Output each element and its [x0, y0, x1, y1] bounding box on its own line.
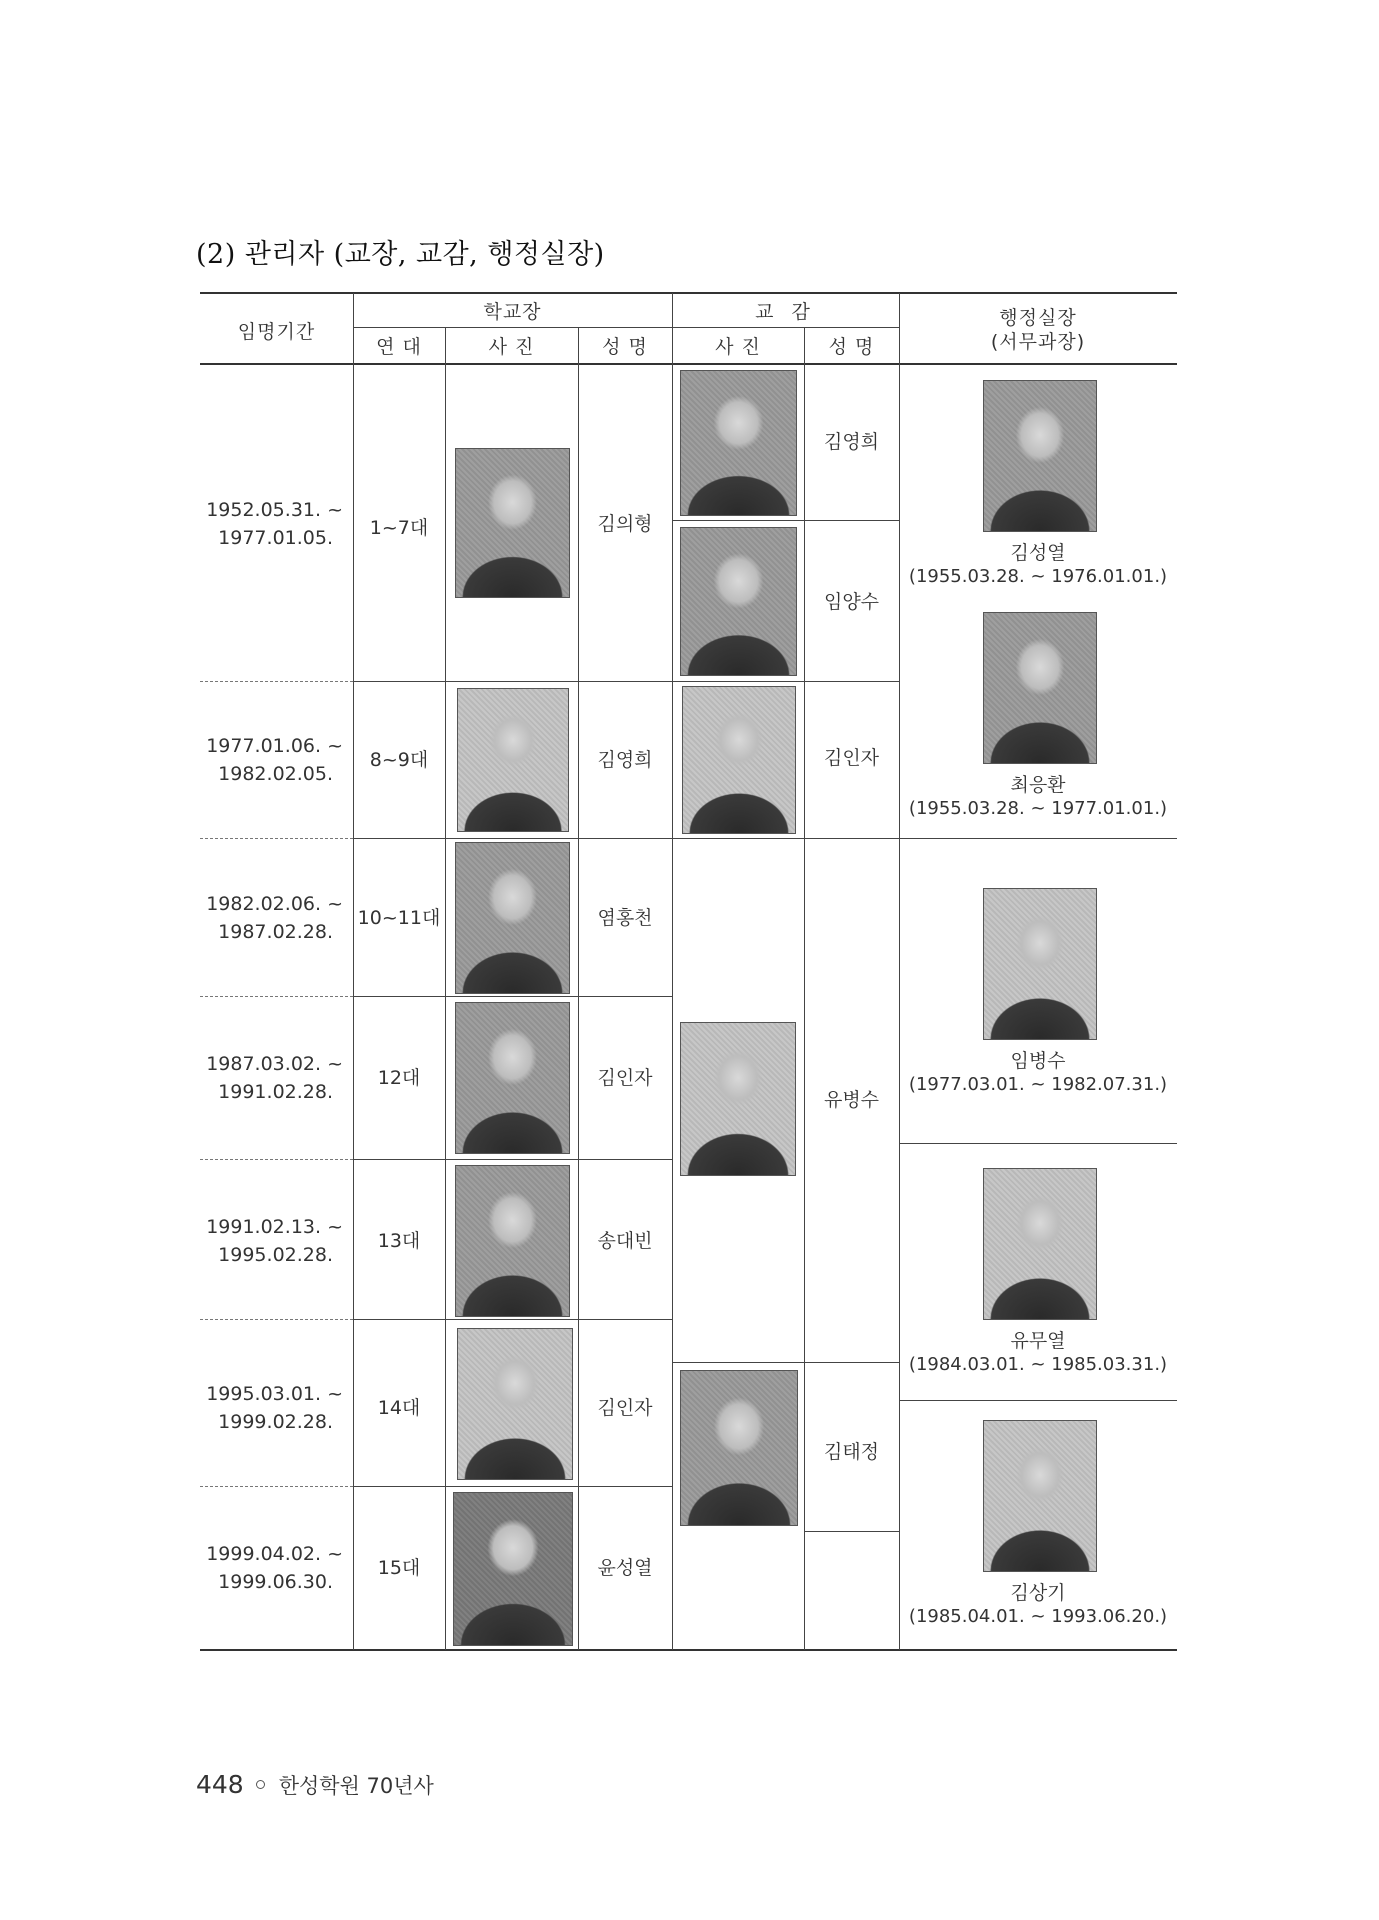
- period-start-5: 1991.02.13. ~: [206, 1216, 343, 1238]
- header-period: 임명기간: [237, 321, 316, 343]
- section-title: (2) 관리자 (교장, 교감, 행정실장): [196, 239, 605, 270]
- principal-name-2: 김영희: [597, 749, 653, 771]
- principal-photo-2: [457, 688, 569, 832]
- vice-photo-2: [680, 527, 797, 676]
- principal-name-6: 김인자: [597, 1397, 653, 1419]
- period-end-6: 1999.02.28.: [218, 1411, 333, 1433]
- generation-2: 8~9대: [369, 749, 429, 771]
- admin-photo-3: [983, 888, 1097, 1040]
- generation-1: 1~7대: [369, 517, 429, 539]
- principal-name-4: 김인자: [597, 1067, 653, 1089]
- vice-name-2: 임양수: [823, 591, 880, 613]
- admin-period-1: (1955.03.28. ~ 1976.01.01.): [908, 566, 1168, 587]
- period-start-2: 1977.01.06. ~: [206, 735, 343, 757]
- header-vice-name: 성 명: [828, 336, 875, 358]
- admin-name-2: 최응환: [1010, 774, 1066, 796]
- vice-name-4: 유병수: [823, 1089, 880, 1111]
- admin-period-4: (1984.03.01. ~ 1985.03.31.): [908, 1354, 1168, 1375]
- admin-name-4: 유무열: [1010, 1330, 1066, 1352]
- vice-photo-3: [682, 686, 796, 834]
- header-principal-name: 성 명: [602, 336, 648, 358]
- principal-name-3: 염홍천: [597, 907, 653, 929]
- period-start-1: 1952.05.31. ~: [206, 499, 343, 521]
- period-end-2: 1982.02.05.: [218, 763, 333, 785]
- principal-photo-5: [455, 1165, 570, 1317]
- vice-name-5: 김태정: [823, 1441, 880, 1463]
- admin-period-2: (1955.03.28. ~ 1977.01.01.): [908, 798, 1168, 819]
- subheader-rule: [353, 327, 899, 328]
- header-principal: 학교장: [483, 301, 542, 323]
- vice-photo-5: [680, 1370, 798, 1526]
- admin-photo-5: [983, 1420, 1097, 1572]
- header-rule: [200, 363, 1177, 365]
- generation-6: 14대: [377, 1397, 421, 1419]
- vice-name-1: 김영희: [823, 431, 880, 453]
- generation-5: 13대: [377, 1230, 421, 1252]
- table-top-rule: [200, 292, 1177, 294]
- generation-3: 10~11대: [357, 907, 441, 929]
- admin-name-3: 임병수: [1010, 1050, 1066, 1072]
- admin-photo-4: [983, 1168, 1097, 1320]
- vice-photo-4: [680, 1022, 796, 1176]
- page-footer: [196, 1770, 434, 1800]
- period-end-7: 1999.06.30.: [218, 1571, 333, 1593]
- header-admin-head-sub: (서무과장): [990, 331, 1086, 353]
- table-bottom-rule: [200, 1649, 1177, 1651]
- period-start-3: 1982.02.06. ~: [206, 893, 343, 915]
- header-admin-head: 행정실장: [999, 307, 1077, 329]
- admin-name-5: 김상기: [1010, 1582, 1066, 1604]
- principal-photo-6: [457, 1328, 573, 1480]
- admin-name-1: 김성열: [1010, 542, 1066, 564]
- principal-name-7: 윤성열: [597, 1557, 653, 1579]
- period-start-6: 1995.03.01. ~: [206, 1383, 343, 1405]
- period-start-7: 1999.04.02. ~: [206, 1543, 343, 1565]
- period-end-3: 1987.02.28.: [218, 921, 333, 943]
- period-end-1: 1977.01.05.: [218, 527, 333, 549]
- vice-name-3: 김인자: [823, 747, 880, 769]
- period-end-4: 1991.02.28.: [218, 1081, 333, 1103]
- admin-photo-1: [983, 380, 1097, 532]
- vice-photo-1: [680, 370, 797, 516]
- generation-7: 15대: [377, 1557, 421, 1579]
- header-principal-photo: 사 진: [488, 336, 535, 358]
- principal-photo-3: [455, 842, 570, 994]
- book-title: 한성학원 70년사: [278, 1774, 434, 1798]
- principal-photo-1: [455, 448, 570, 598]
- page-number: 448: [196, 1770, 244, 1799]
- admin-period-5: (1985.04.01. ~ 1993.06.20.): [908, 1606, 1168, 1627]
- header-generation: 연 대: [376, 336, 422, 358]
- generation-4: 12대: [377, 1067, 421, 1089]
- principal-name-1: 김의형: [597, 513, 653, 535]
- period-start-4: 1987.03.02. ~: [206, 1053, 343, 1075]
- bullet-icon: [256, 1780, 265, 1789]
- header-vice-principal: 교 감: [755, 301, 816, 323]
- admin-period-3: (1977.03.01. ~ 1982.07.31.): [908, 1074, 1168, 1095]
- principal-photo-4: [455, 1002, 570, 1154]
- principal-photo-7: [453, 1492, 573, 1646]
- principal-name-5: 송대빈: [597, 1230, 653, 1252]
- period-end-5: 1995.02.28.: [218, 1244, 333, 1266]
- admin-photo-2: [983, 612, 1097, 764]
- header-vice-photo: 사 진: [715, 336, 761, 358]
